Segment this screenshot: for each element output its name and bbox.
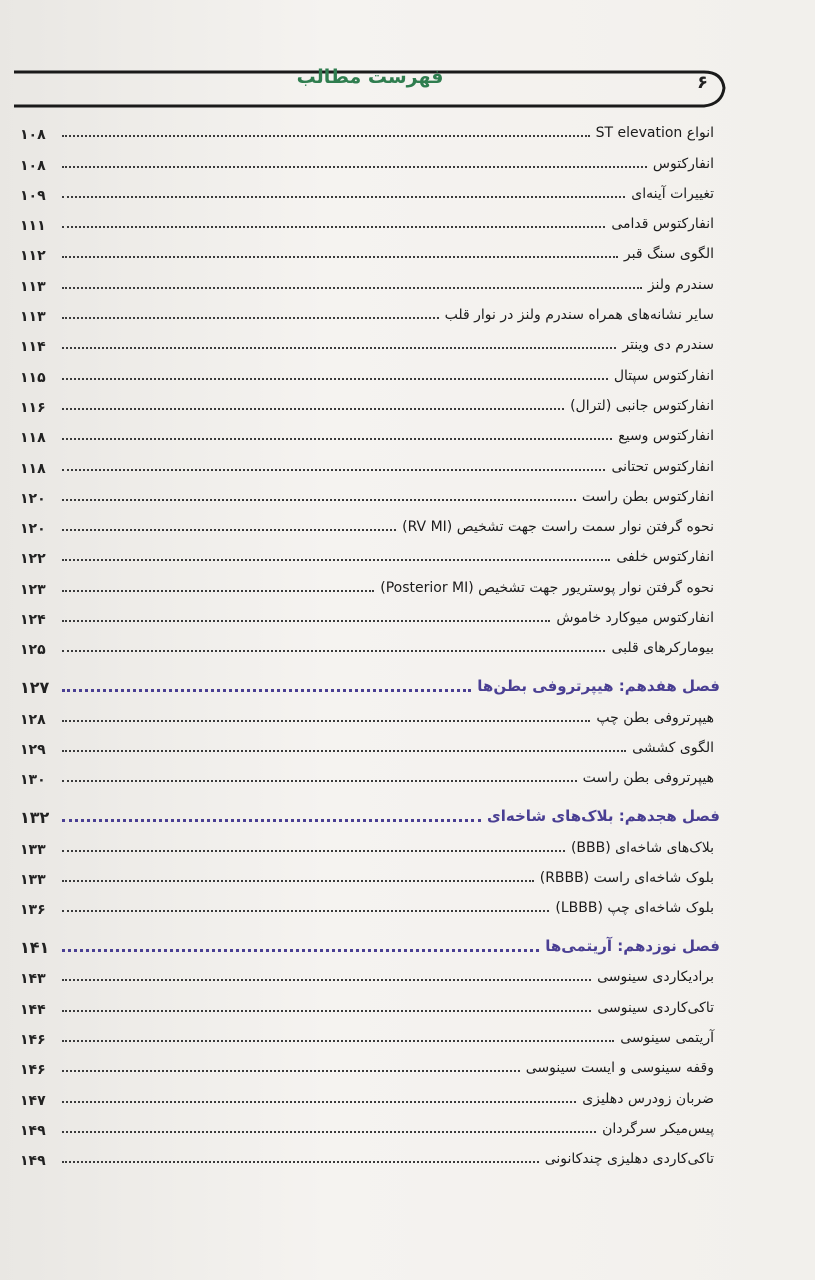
dot-leader xyxy=(62,287,642,289)
dot-leader xyxy=(62,196,625,198)
page-ref: ۱۲۹ xyxy=(20,741,46,758)
toc-entry-row[interactable] xyxy=(20,631,720,661)
toc-entry-row[interactable] xyxy=(20,861,720,891)
toc-entry-row[interactable] xyxy=(20,1051,720,1081)
dot-leader xyxy=(62,438,612,440)
dot-leader xyxy=(62,650,605,652)
dot-leader xyxy=(62,559,610,561)
entry-title: بلوک شاخه‌ای چپ (LBBB) xyxy=(555,900,714,917)
dot-leader xyxy=(62,529,396,531)
toc-entry-row[interactable] xyxy=(20,177,720,207)
page-ref: ۱۲۷ xyxy=(20,678,50,698)
page-ref: ۱۲۰ xyxy=(20,521,46,538)
dot-leader xyxy=(62,317,439,319)
page-ref: ۱۱۸ xyxy=(20,430,46,447)
dot-leader xyxy=(62,949,539,952)
toc-entry-row[interactable] xyxy=(20,449,720,479)
entry-title: سندرم ولنز xyxy=(647,276,714,293)
toc-entry-row[interactable] xyxy=(20,700,720,730)
toc-entry-row[interactable] xyxy=(20,510,720,540)
toc-entry-row[interactable] xyxy=(20,1081,720,1111)
dot-leader xyxy=(62,408,564,410)
toc-chapter-row[interactable] xyxy=(20,797,720,830)
toc-entry-row[interactable] xyxy=(20,1021,720,1051)
toc-chapter-row[interactable] xyxy=(20,667,720,700)
dot-leader xyxy=(62,469,605,471)
toc-entry-row[interactable] xyxy=(20,731,720,761)
dot-leader xyxy=(62,590,374,592)
entry-title: بیومارکرهای قلبی xyxy=(611,640,714,657)
entry-title: ضربان زودرس دهلیزی xyxy=(582,1090,714,1107)
dot-leader xyxy=(62,780,577,782)
page-ref: ۱۲۳ xyxy=(20,581,46,598)
dot-leader xyxy=(62,910,549,912)
chapter-title: فصل هفدهم: هیپرتروفی بطن‌ها xyxy=(477,677,720,696)
entry-title: نحوه گرفتن نوار سمت راست جهت تشخیص (RV MI) xyxy=(402,519,714,536)
dot-leader xyxy=(62,166,647,168)
dot-leader xyxy=(62,819,481,822)
entry-title: انفارکتوس سپتال xyxy=(613,367,714,384)
dot-leader xyxy=(62,256,618,258)
page-ref: ۱۳۲ xyxy=(20,808,50,828)
dot-leader xyxy=(62,720,590,722)
entry-title: بلاک‌های شاخه‌ای (BBB) xyxy=(570,839,714,856)
toc-entry-row[interactable] xyxy=(20,1142,720,1172)
entry-title: آریتمی سینوسی xyxy=(620,1030,714,1047)
entry-title: انفارکتوس میوکارد خاموش xyxy=(556,610,714,627)
toc-entry-row[interactable] xyxy=(20,146,720,176)
chapter-title: فصل نوزدهم: آریتمی‌ها xyxy=(545,937,720,956)
toc-entry-row[interactable] xyxy=(20,960,720,990)
page-ref: ۱۱۳ xyxy=(20,278,46,295)
dot-leader xyxy=(62,880,534,882)
page-ref: ۱۴۱ xyxy=(20,938,50,958)
entry-title: نحوه گرفتن نوار پوستریور جهت تشخیص (Posterior MI) xyxy=(380,579,714,596)
toc-entry-row[interactable] xyxy=(20,389,720,419)
entry-title: انفارکتوس وسیع xyxy=(618,428,714,445)
toc-entry-row[interactable] xyxy=(20,328,720,358)
entry-title: الگوی سنگ قبر xyxy=(623,246,714,263)
toc-entry-row[interactable] xyxy=(20,419,720,449)
dot-leader xyxy=(62,750,626,752)
page-ref: ۱۲۵ xyxy=(20,642,46,659)
toc-entry-row[interactable] xyxy=(20,480,720,510)
page-ref: ۱۴۴ xyxy=(20,1001,46,1018)
entry-title: تغییرات آینه‌ای xyxy=(631,185,714,202)
toc-chapter-row[interactable] xyxy=(20,927,720,960)
entry-title: انفارکتوس تحتانی xyxy=(611,458,714,475)
entry-title: انفارکتوس جانبی (لترال) xyxy=(570,397,714,414)
page-ref: ۱۲۸ xyxy=(20,711,46,728)
page-ref: ۱۰۸ xyxy=(20,127,46,144)
page-ref: ۱۱۲ xyxy=(20,248,46,265)
toc-entry-row[interactable] xyxy=(20,540,720,570)
entry-title: وقفه سینوسی و ایست سینوسی xyxy=(525,1060,714,1077)
dot-leader xyxy=(62,1070,520,1072)
entry-title: تاکی‌کاردی دهلیزی چندکانونی xyxy=(544,1151,714,1168)
page-ref: ۱۱۸ xyxy=(20,460,46,477)
page-ref: ۱۳۳ xyxy=(20,871,46,888)
dot-leader xyxy=(62,1131,596,1133)
header-title: فهرست مطالب xyxy=(296,66,444,88)
dot-leader xyxy=(62,1101,576,1103)
page-ref: ۱۱۱ xyxy=(20,218,46,235)
table-of-contents xyxy=(20,116,720,1172)
entry-title: تاکی‌کاردی سینوسی xyxy=(597,999,714,1016)
page-ref: ۱۳۳ xyxy=(20,841,46,858)
toc-entry-row[interactable] xyxy=(20,990,720,1020)
page-ref: ۱۳۶ xyxy=(20,902,46,919)
toc-entry-row[interactable] xyxy=(20,570,720,600)
page-ref: ۱۱۶ xyxy=(20,399,46,416)
entry-title: پیس‌میکر سرگردان xyxy=(602,1120,714,1137)
dot-leader xyxy=(62,378,608,380)
page-ref: ۱۴۹ xyxy=(20,1122,46,1139)
entry-title: الگوی کششی xyxy=(632,739,714,756)
page-ref: ۱۴۹ xyxy=(20,1153,46,1170)
dot-leader xyxy=(62,1161,539,1163)
page-number: ۶ xyxy=(697,72,708,93)
chapter-title: فصل هجدهم: بلاک‌های شاخه‌ای xyxy=(486,807,720,826)
dot-leader xyxy=(62,226,605,228)
dot-leader xyxy=(62,135,590,137)
toc-entry-row[interactable] xyxy=(20,116,720,146)
dot-leader xyxy=(62,499,576,501)
toc-entry-row[interactable] xyxy=(20,761,720,791)
entry-title: هیپرتروفی بطن چپ xyxy=(596,709,714,726)
entry-title: سایر نشانه‌های همراه سندرم ولنز در نوار قلب xyxy=(444,307,714,324)
entry-title: سندرم دی وینتر xyxy=(622,337,714,354)
entry-title: بلوک شاخه‌ای راست (RBBB) xyxy=(539,869,714,886)
toc-entry-row[interactable] xyxy=(20,601,720,631)
entry-title: برادیکاردی سینوسی xyxy=(597,969,714,986)
page-ref: ۱۱۳ xyxy=(20,309,46,326)
entry-title: هیپرتروفی بطن راست xyxy=(582,770,714,787)
page-ref: ۱۴۶ xyxy=(20,1062,46,1079)
page-ref: ۱۱۴ xyxy=(20,339,46,356)
entry-title: انفارکتوس بطن راست xyxy=(581,488,714,505)
dot-leader xyxy=(62,689,471,692)
toc-entry-row[interactable] xyxy=(20,891,720,921)
toc-entry-row[interactable] xyxy=(20,1112,720,1142)
dot-leader xyxy=(62,620,550,622)
page-header xyxy=(14,60,726,112)
toc-entry-row[interactable] xyxy=(20,237,720,267)
toc-entry-row[interactable] xyxy=(20,830,720,860)
entry-title: انفارکتوس خلفی xyxy=(616,549,714,566)
dot-leader xyxy=(62,1010,591,1012)
toc-entry-row[interactable] xyxy=(20,207,720,237)
toc-entry-row[interactable] xyxy=(20,267,720,297)
page-ref: ۱۴۳ xyxy=(20,971,46,988)
toc-entry-row[interactable] xyxy=(20,298,720,328)
page-ref: ۱۴۶ xyxy=(20,1032,46,1049)
toc-entry-row[interactable] xyxy=(20,358,720,388)
dot-leader xyxy=(62,850,565,852)
page-ref: ۱۳۰ xyxy=(20,772,46,789)
page-ref: ۱۲۲ xyxy=(20,551,46,568)
entry-title: انفارکتوس xyxy=(652,155,714,172)
entry-title: انفارکتوس قدامی xyxy=(611,216,714,233)
page-ref: ۱۰۹ xyxy=(20,187,46,204)
page-ref: ۱۱۵ xyxy=(20,369,46,386)
dot-leader xyxy=(62,1040,614,1042)
page-ref: ۱۰۸ xyxy=(20,157,46,174)
entry-title: انواع ST elevation xyxy=(595,125,714,142)
dot-leader xyxy=(62,979,591,981)
page-ref: ۱۲۴ xyxy=(20,612,46,629)
page-ref: ۱۴۷ xyxy=(20,1092,46,1109)
page-ref: ۱۲۰ xyxy=(20,490,46,507)
dot-leader xyxy=(62,347,616,349)
